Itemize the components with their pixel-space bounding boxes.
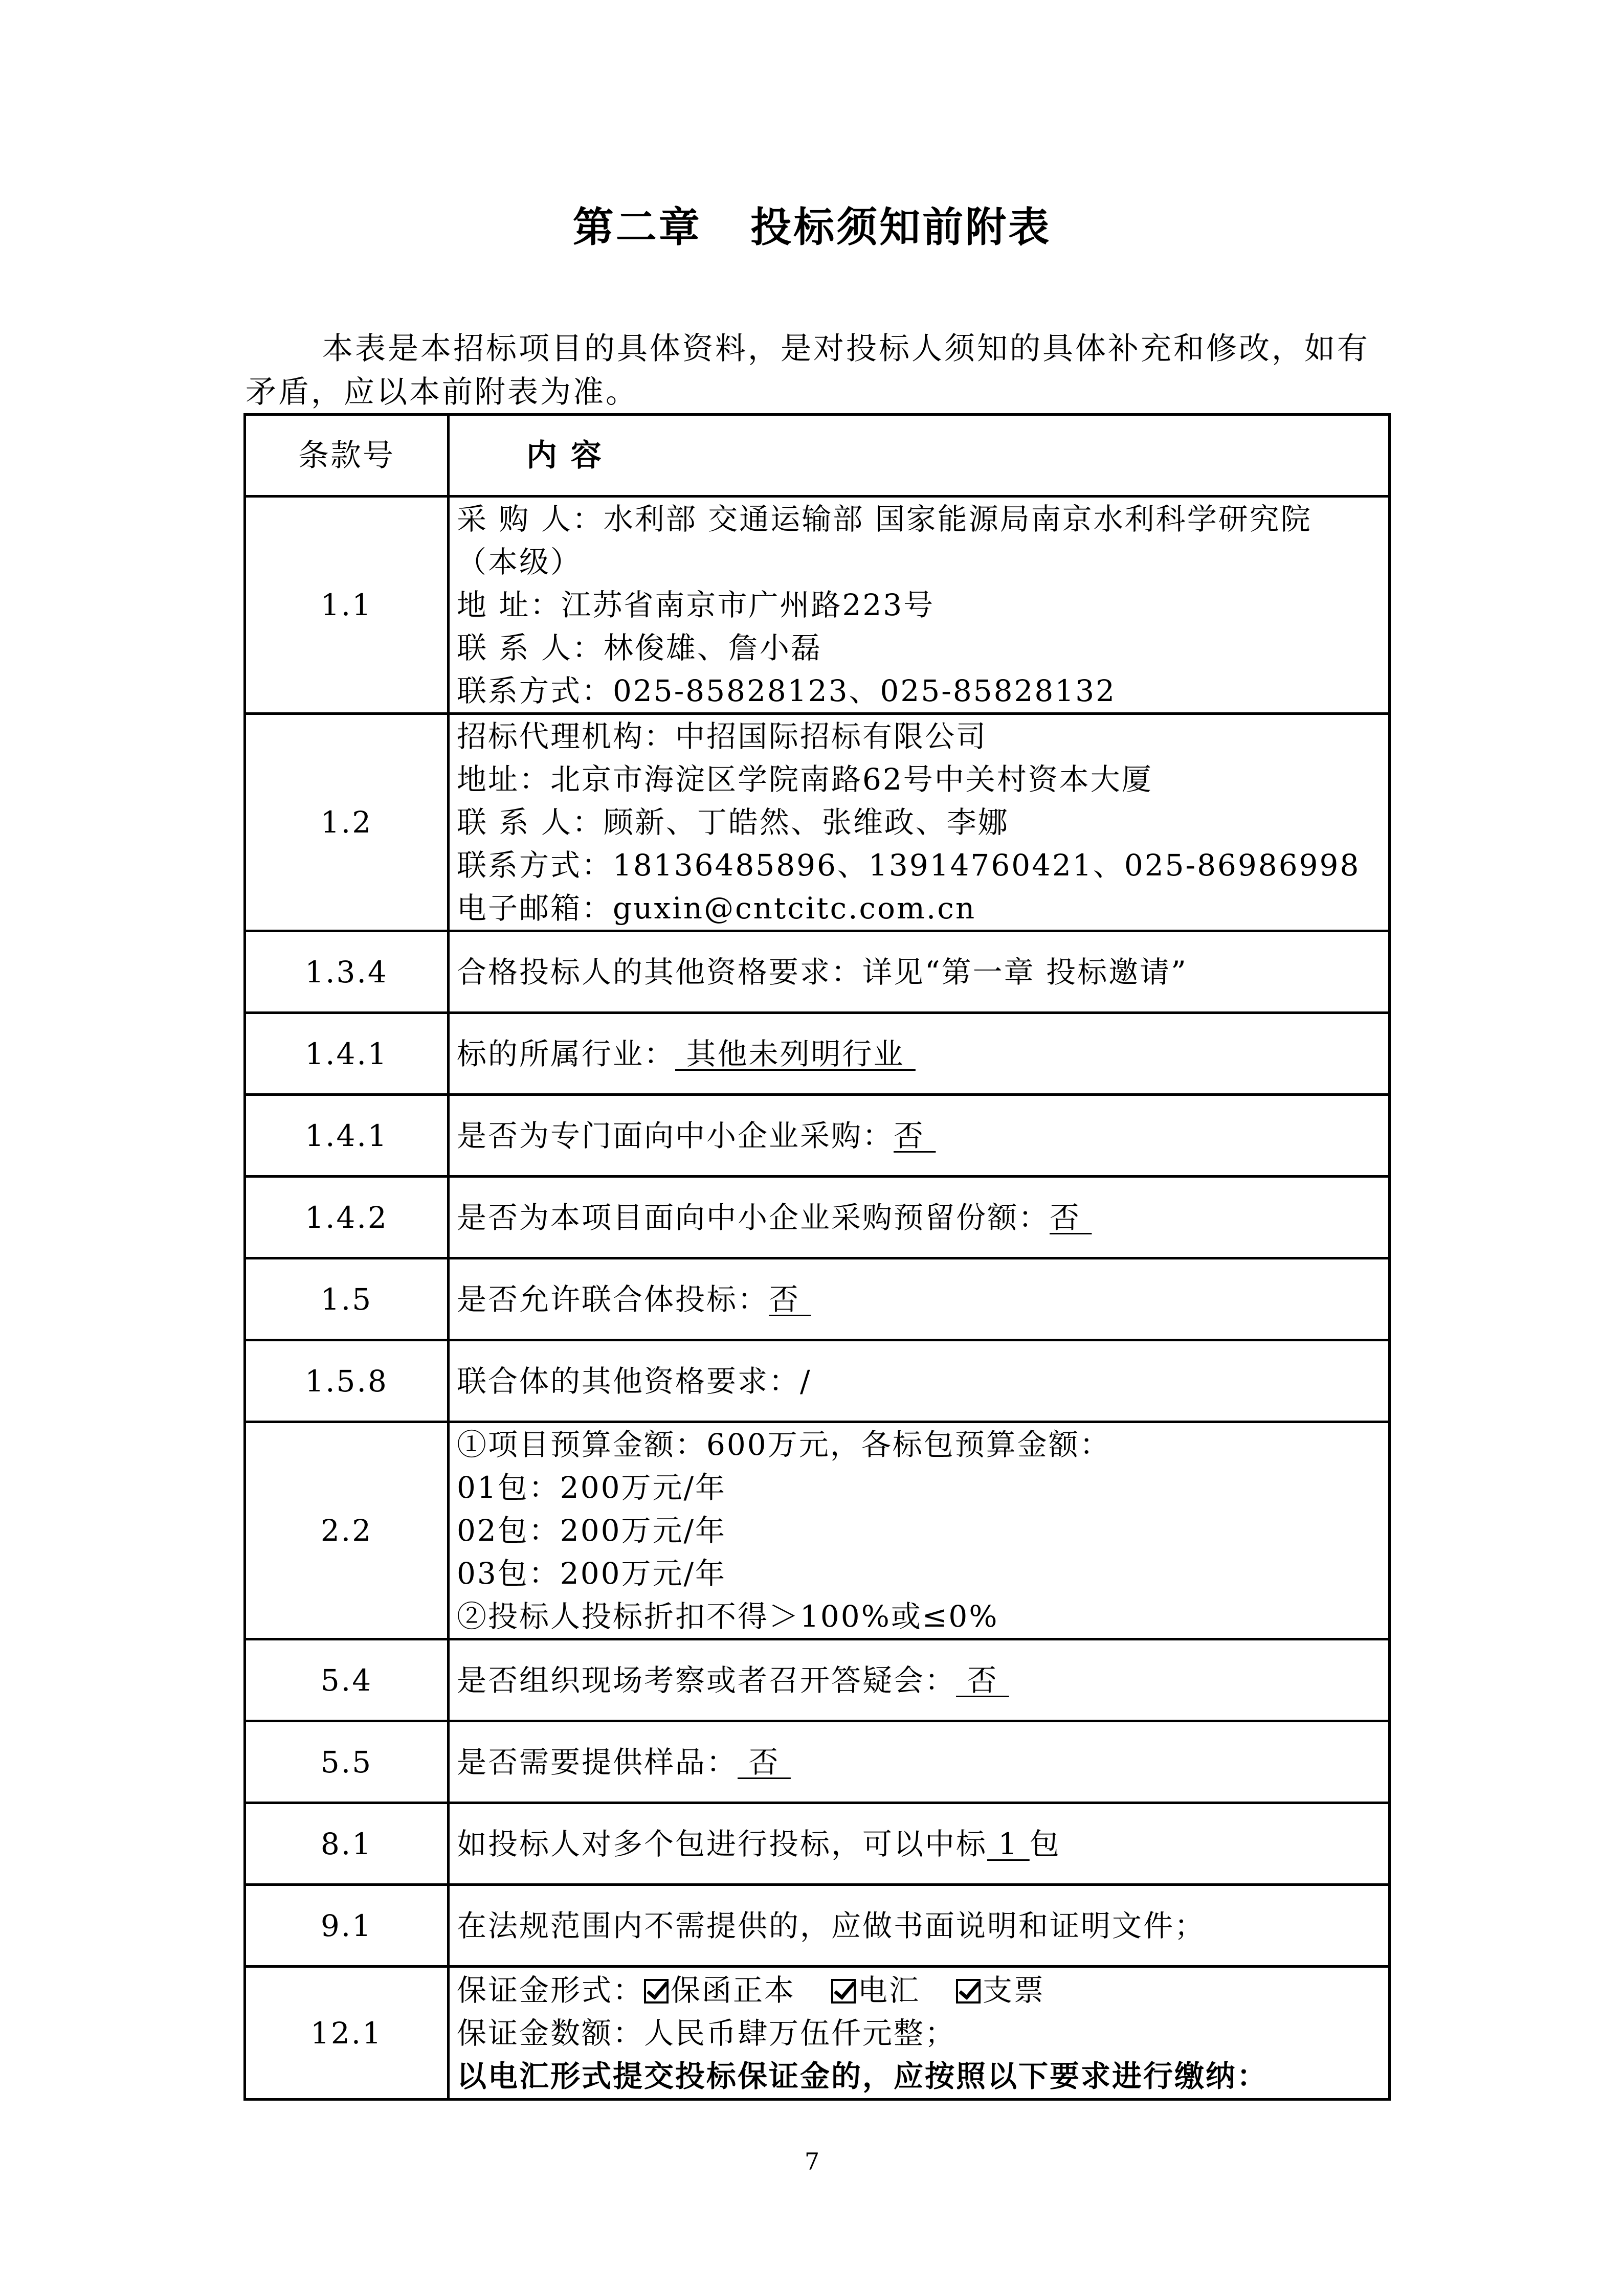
clause-number: 8.1	[245, 1803, 449, 1885]
budget-pkg-02: 02包：200万元/年	[457, 1513, 727, 1548]
checked-box-icon	[644, 1979, 669, 2004]
agency-address: 地址：北京市海淀区学院南路62号中关村资本大厦	[457, 762, 1153, 797]
table-row	[245, 1721, 1390, 1803]
agency-email: 电子邮箱：guxin@cntcitc.com.cn	[457, 891, 976, 926]
deposit-amount: 保证金数额：人民币肆万伍仟元整；	[457, 2015, 956, 2051]
clause-content: 联合体的其他资格要求：/	[449, 1340, 1390, 1422]
agency-contact: 联 系 人：顾新、丁皓然、张维政、李娜	[457, 805, 1009, 840]
field-value: 否	[738, 1744, 791, 1780]
purchaser: 采 购 人：水利部 交通运输部 国家能源局南京水利科学研究院	[457, 502, 1312, 536]
field-label: 是否组织现场考察或者召开答疑会：	[457, 1662, 956, 1698]
clause-number: 5.4	[245, 1639, 449, 1721]
clause-number: 1.2	[245, 714, 449, 931]
intro-paragraph	[246, 327, 1391, 414]
clause-content	[449, 1422, 1390, 1639]
table-row	[245, 1340, 1390, 1422]
budget-total: ①项目预算金额：600万元，各标包预算金额：	[457, 1427, 1111, 1462]
agency-phone: 联系方式：18136485896、13914760421、025-86986998	[457, 848, 1361, 883]
field-value: 否	[1050, 1200, 1092, 1235]
field-label: 如投标人对多个包进行投标，可以中标	[457, 1826, 988, 1861]
field-value: 否	[894, 1118, 936, 1153]
intro-text: 本表是本招标项目的具体资料，是对投标人须知的具体补充和修改，如有矛盾，应以本前附表为准。	[246, 331, 1370, 410]
purchaser-phone: 联系方式：025-85828123、025-85828132	[457, 673, 1117, 708]
clause-number: 1.5.8	[245, 1340, 449, 1422]
field-suffix: 包	[1029, 1826, 1061, 1861]
clause-content	[449, 497, 1390, 714]
field-label: 是否为专门面向中小企业采购：	[457, 1118, 894, 1153]
field-label: 是否需要提供样品：	[457, 1744, 738, 1780]
clause-number: 2.2	[245, 1422, 449, 1639]
deposit-option: 电汇	[858, 1972, 921, 2008]
field-label: 是否为本项目面向中小企业采购预留份额：	[457, 1200, 1050, 1235]
table-row	[245, 497, 1390, 714]
field-label: 是否允许联合体投标：	[457, 1281, 769, 1317]
table-header-row	[245, 415, 1390, 497]
table-row	[245, 1885, 1390, 1967]
deposit-instruction: 以电汇形式提交投标保证金的，应按照以下要求进行缴纳：	[457, 2058, 1269, 2094]
clause-content	[449, 1177, 1390, 1258]
clause-content	[449, 1967, 1390, 2100]
clause-content: 合格投标人的其他资格要求：详见“第一章 投标邀请”	[449, 931, 1390, 1013]
agency-name: 招标代理机构：中招国际招标有限公司	[457, 719, 988, 754]
table-row	[245, 1177, 1390, 1258]
clause-content: 在法规范围内不需提供的，应做书面说明和证明文件；	[449, 1885, 1390, 1967]
clause-content	[449, 1258, 1390, 1340]
checked-box-icon	[831, 1979, 856, 2004]
table-row	[245, 1095, 1390, 1177]
field-value: 1	[987, 1826, 1030, 1861]
table-row	[245, 1803, 1390, 1885]
table-row	[245, 1258, 1390, 1340]
clause-number: 1.4.2	[245, 1177, 449, 1258]
field-label: 保证金形式：	[457, 1972, 644, 2008]
budget-pkg-03: 03包：200万元/年	[457, 1556, 727, 1591]
bid-notice-table	[243, 413, 1391, 2101]
table-row	[245, 1422, 1390, 1639]
checked-box-icon	[956, 1979, 981, 2004]
clause-number: 1.4.1	[245, 1095, 449, 1177]
purchaser-cont: （本级）	[457, 545, 582, 579]
clause-number: 5.5	[245, 1721, 449, 1803]
page-title: 第二章 投标须知前附表	[572, 204, 1052, 251]
table-row	[245, 931, 1390, 1013]
clause-number: 1.1	[245, 497, 449, 714]
clause-content	[449, 1095, 1390, 1177]
table-row	[245, 1639, 1390, 1721]
table-row	[245, 714, 1390, 931]
purchaser-contact: 联 系 人：林俊雄、詹小磊	[457, 631, 822, 665]
table-row	[245, 1013, 1390, 1095]
clause-content	[449, 1639, 1390, 1721]
clause-content	[449, 1721, 1390, 1803]
deposit-option: 保函正本	[671, 1972, 796, 2008]
clause-content	[449, 1013, 1390, 1095]
field-value: 否	[956, 1662, 1009, 1698]
page-number: 7	[804, 2148, 820, 2175]
field-label: 标的所属行业：	[457, 1036, 676, 1071]
budget-pkg-01: 01包：200万元/年	[457, 1470, 727, 1505]
clause-content	[449, 1803, 1390, 1885]
clause-number: 1.5	[245, 1258, 449, 1340]
field-value: 否	[769, 1281, 811, 1317]
purchaser-address: 地 址：江苏省南京市广州路223号	[457, 588, 935, 622]
clause-number: 12.1	[245, 1967, 449, 2100]
deposit-forms	[457, 1969, 1388, 2012]
clause-number: 9.1	[245, 1885, 449, 1967]
deposit-option: 支票	[983, 1972, 1045, 2008]
field-value: 其他未列明行业	[675, 1036, 916, 1071]
clause-number: 1.3.4	[245, 931, 449, 1013]
table-row	[245, 1967, 1390, 2100]
discount-rule: ②投标人投标折扣不得＞100%或≤0%	[457, 1599, 999, 1634]
clause-content	[449, 714, 1390, 931]
header-clause: 条款号	[245, 415, 449, 497]
clause-number: 1.4.1	[245, 1013, 449, 1095]
header-content: 内 容	[449, 415, 1390, 497]
